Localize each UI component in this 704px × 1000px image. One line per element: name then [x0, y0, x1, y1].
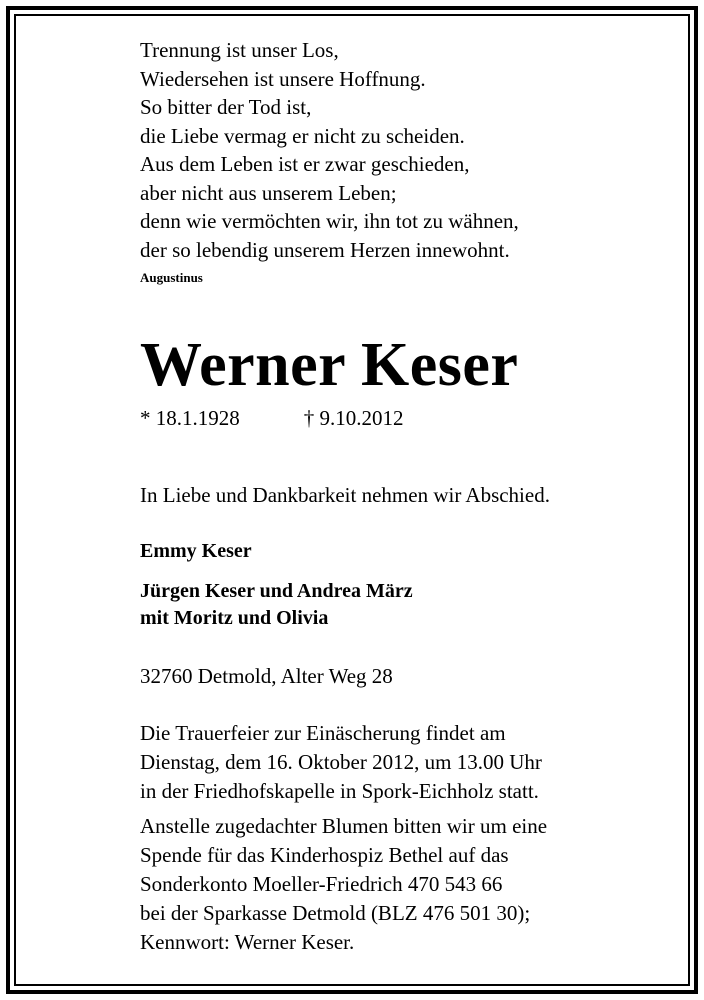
- donation-info: [140, 812, 670, 957]
- farewell-text: In Liebe und Dankbarkeit nehmen wir Abschied.: [140, 483, 550, 507]
- birth-date: * 18.1.1928: [140, 406, 240, 430]
- donation-line: Spende für das Kinderhospiz Bethel auf das: [140, 843, 509, 867]
- donation-line: Sonderkonto Moeller-Friedrich 470 543 66: [140, 872, 503, 896]
- poem-line: Trennung ist unser Los,: [140, 38, 339, 62]
- ceremony-line: in der Friedhofskapelle in Spork-Eichholz statt.: [140, 779, 539, 803]
- life-dates: [140, 406, 670, 431]
- poem-line: aber nicht aus unserem Leben;: [140, 180, 397, 205]
- poem: [140, 36, 670, 286]
- donation-line: Anstelle zugedachter Blumen bitten wir um eine: [140, 814, 548, 838]
- address: 32760 Detmold, Alter Weg 28: [140, 664, 393, 688]
- deceased-name: Werner Keser: [140, 331, 519, 399]
- poem-line: So bitter der Tod ist,: [140, 95, 312, 119]
- donation-line: bei der Sparkasse Detmold (BLZ 476 501 30);: [140, 901, 531, 925]
- poem-line: Wiedersehen ist unsere Hoffnung.: [140, 66, 426, 91]
- poem-author: Augustinus: [140, 270, 203, 285]
- obituary-content: [140, 36, 670, 957]
- mourner-name: Emmy Keser: [140, 540, 252, 562]
- poem-line: denn wie vermöchten wir, ihn tot zu wähnen,: [140, 209, 519, 233]
- ceremony-line: Die Trauerfeier zur Einäscherung findet am: [140, 721, 506, 745]
- ceremony-info: [140, 719, 670, 806]
- mourner-name: mit Moritz und Olivia: [140, 607, 329, 629]
- mourner-name: Jürgen Keser und Andrea März: [140, 580, 413, 602]
- poem-line: die Liebe vermag er nicht zu scheiden.: [140, 123, 465, 148]
- donation-line: Kennwort: Werner Keser.: [140, 930, 355, 954]
- poem-line: der so lebendig unserem Herzen innewohnt.: [140, 237, 510, 262]
- death-date: † 9.10.2012: [303, 406, 404, 430]
- ceremony-line: Dienstag, dem 16. Oktober 2012, um 13.00 Uhr: [140, 750, 542, 774]
- poem-line: Aus dem Leben ist er zwar geschieden,: [140, 152, 470, 176]
